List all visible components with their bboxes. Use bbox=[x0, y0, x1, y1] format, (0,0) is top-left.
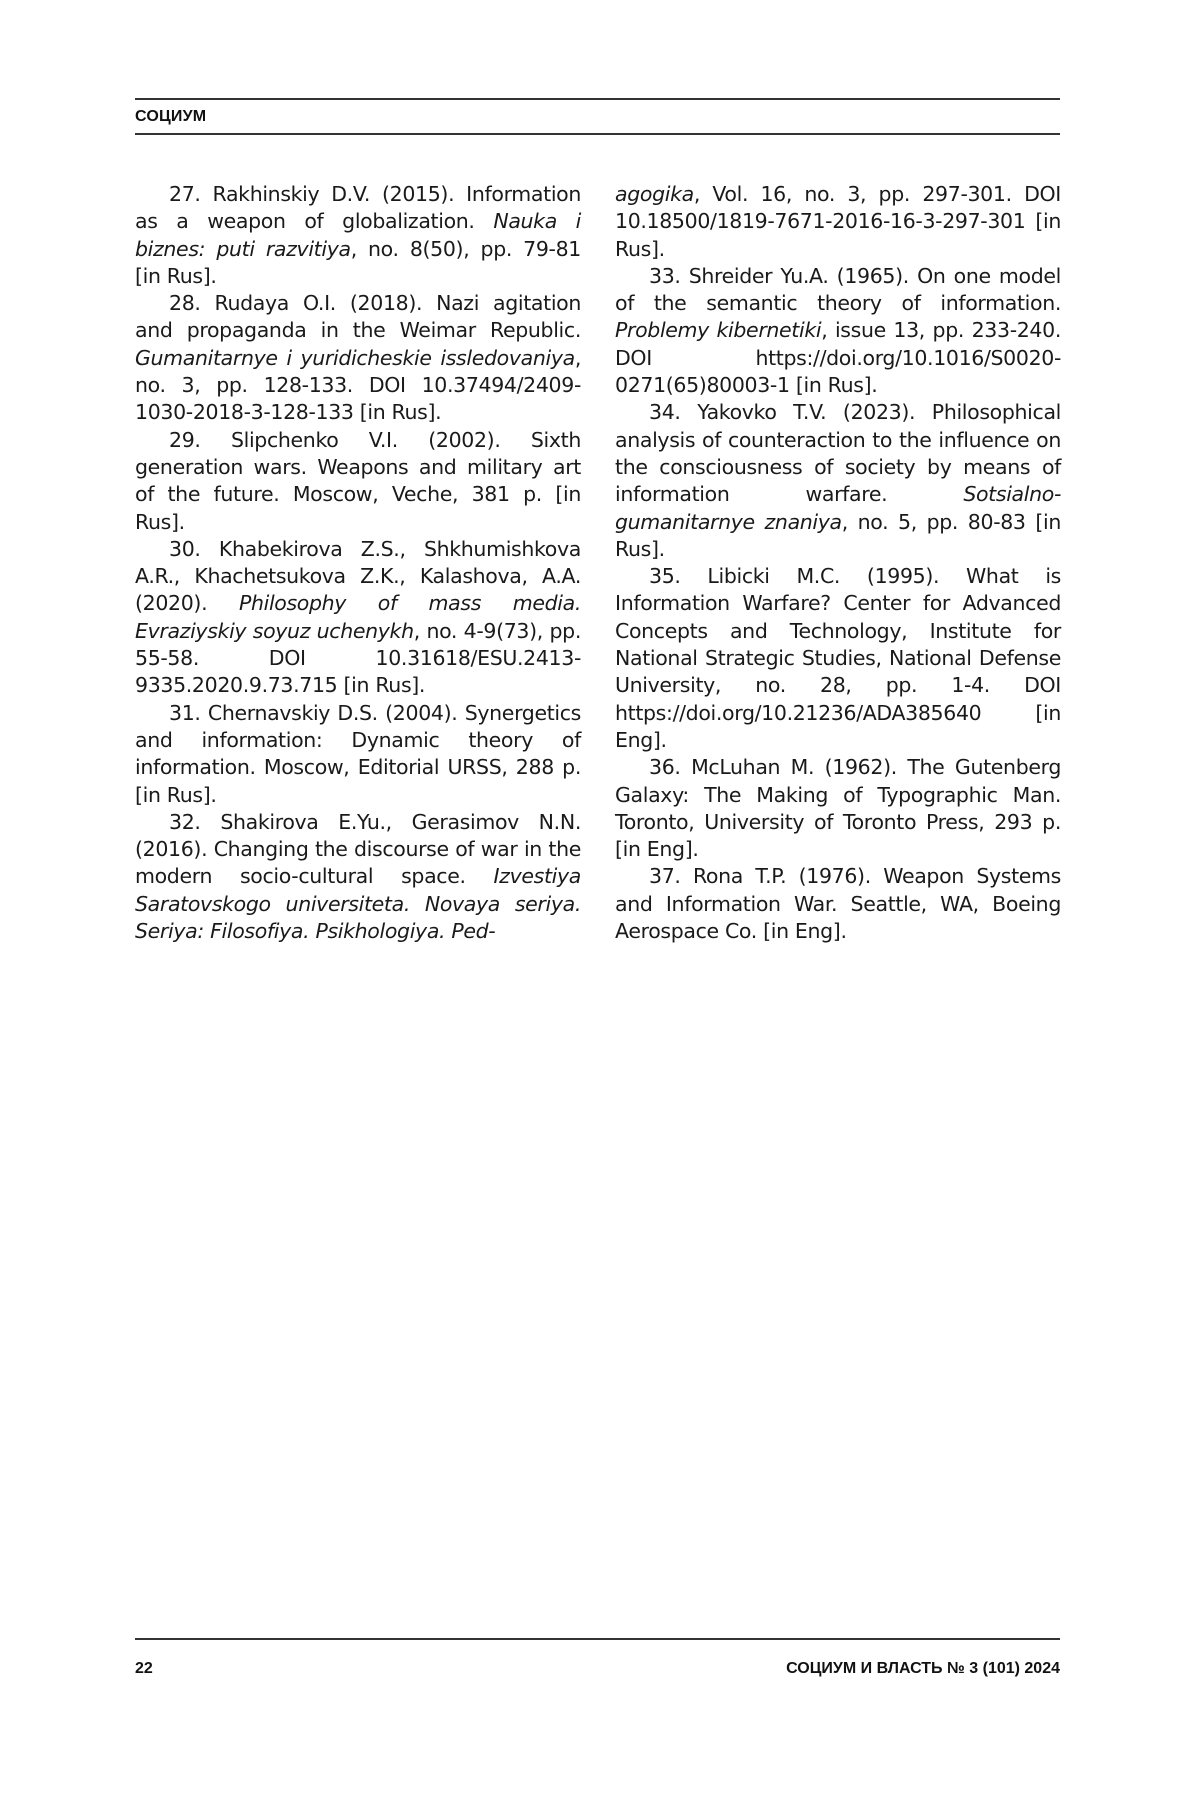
references-right-column bbox=[615, 181, 1061, 945]
reference-34: 34. Yakovko T.V. (2023). Philosophical analysis of counteraction to the influence on the consciousness of society by means of information warfare. Sotsialno-gumanitarnye znaniya, no. 5, pp. 80-83 [in Rus]. bbox=[615, 400, 1061, 561]
reference-31: 31. Chernavskiy D.S. (2004). Synergetics and information: Dynamic theory of information. Moscow, Editorial URSS, 288 p. [in Rus]. bbox=[135, 700, 581, 807]
reference-32-continued: agogika, Vol. 16, no. 3, pp. 297-301. DOI 10.18500/1819-7671-2016-16-3-297-301 [in Rus]. bbox=[615, 182, 1061, 261]
reference-30: 30. Khabekirova Z.S., Shkhumishkova A.R., Khachetsukova Z.K., Kalashova, A.A. (2020). Philosophy of mass media. Evraziyskiy soyuz uchenykh, no. 4-9(73), pp. 55-58. DOI 10.31618/ESU.2413-9335.2020.9.73.715 [in Rus]. bbox=[135, 536, 581, 698]
header-top-rule bbox=[135, 98, 1060, 100]
reference-27: 27. Rakhinskiy D.V. (2015). Information as a weapon of globalization. Nauka i biznes: puti razvitiya, no. 8(50), pp. 79-81 [in Rus]. bbox=[135, 182, 581, 288]
running-title: СОЦИУМ bbox=[135, 108, 207, 125]
header-bottom-rule bbox=[135, 133, 1060, 135]
page-number: 22 bbox=[135, 1660, 153, 1677]
journal-issue: СОЦИУМ И ВЛАСТЬ № 3 (101) 2024 bbox=[786, 1660, 1060, 1677]
reference-35: 35. Libicki M.C. (1995). What is Information Warfare? Center for Advanced Concepts and Technology, Institute for National Strategic Studies, National Defense University, no. 28, pp. 1-4. DOI https://doi.org/10.21236/ADA385640 [in Eng]. bbox=[615, 564, 1061, 752]
reference-36: 36. McLuhan M. (1962). The Gutenberg Galaxy: The Making of Typographic Man. Toronto, University of Toronto Press, 293 p. [in Eng]. bbox=[615, 755, 1062, 862]
reference-33: 33. Shreider Yu.A. (1965). On one model of the semantic theory of information. Problemy kibernetiki, issue 13, pp. 233-240. DOI https://doi.org/10.1016/S0020-0271(65)80003-1 [in Rus]. bbox=[615, 263, 1061, 398]
reference-37: 37. Rona T.P. (1976). Weapon Systems and Information War. Seattle, WA, Boeing Aerospace Co. [in Eng]. bbox=[615, 864, 1061, 944]
reference-29: 29. Slipchenko V.I. (2002). Sixth generation wars. Weapons and military art of the future. Moscow, Veche, 381 p. [in Rus]. bbox=[135, 427, 581, 534]
reference-32: 32. Shakirova E.Yu., Gerasimov N.N. (2016). Changing the discourse of war in the modern socio-cultural space. Izvestiya Saratovskogo universiteta. Novaya seriya. Seriya: Filosofiya. Psikhologiya. Ped- bbox=[135, 809, 581, 944]
reference-28: 28. Rudaya O.I. (2018). Nazi agitation and propaganda in the Weimar Republic. Gumanitarnye i yuridicheskie issledovaniya, no. 3, pp. 128-133. DOI 10.37494/2409-1030-2018-3-128-133 [in Rus]. bbox=[135, 291, 582, 425]
footer-rule bbox=[135, 1638, 1060, 1640]
references-left-column bbox=[135, 181, 581, 945]
